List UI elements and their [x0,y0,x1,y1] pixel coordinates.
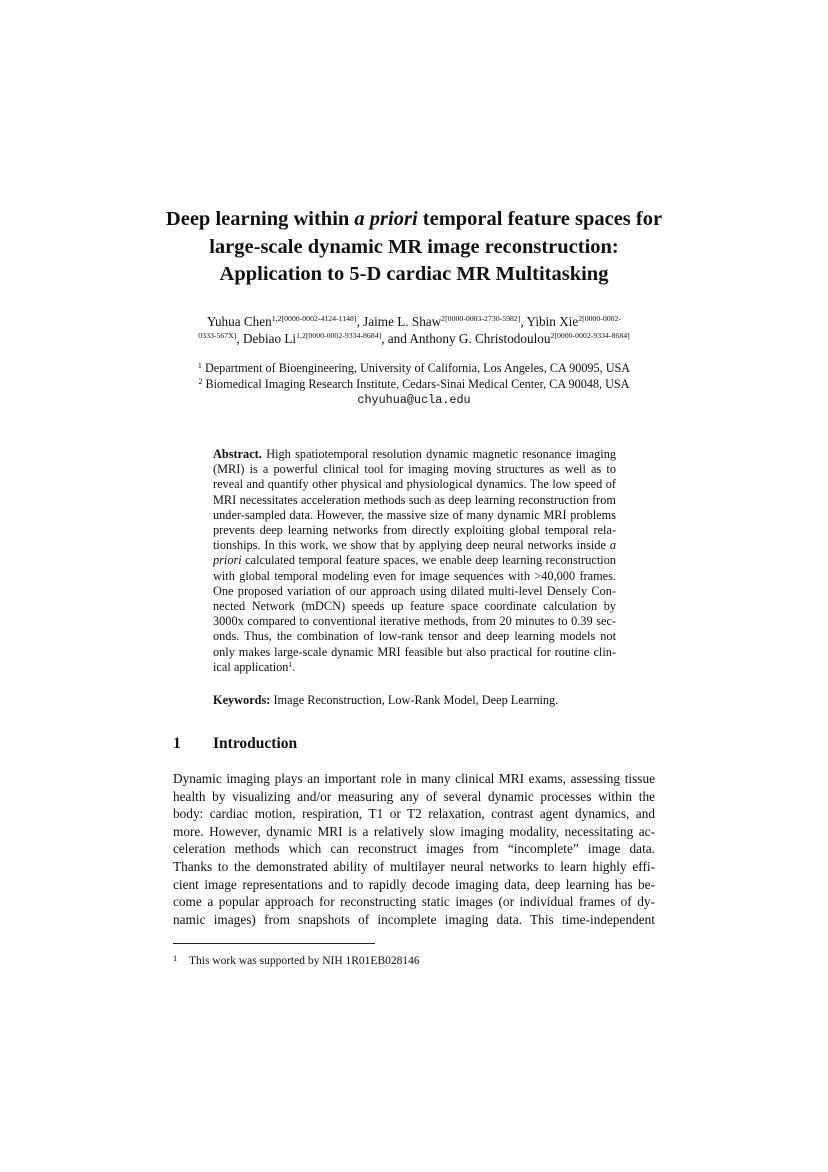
abstract-line: MRI necessitates acceleration methods such as deep learning reconstruction from [213,492,616,507]
author-orcid: 2[0000-0002- [578,314,622,323]
footnote-mark: 1 [173,953,178,963]
abstract-line: only makes large-scale dynamic MRI feasible but also practical for routine clin- [213,644,616,659]
abstract-line: under-sampled data. However, the massive size of many dynamic MRI problems [213,507,616,522]
abstract-line: reveal and quantify other physical and physiological dynamics. The low speed of [213,477,616,492]
introduction-paragraph [173,770,655,928]
intro-line: health by visualizing and/or measuring any of several dynamic processes within the [173,788,655,804]
intro-line: come a popular approach for reconstructing static images (or individual frames of dy- [173,894,655,910]
section-number: 1 [173,735,181,752]
abstract [213,447,616,675]
intro-line: more. However, dynamic MRI is a relatively slow imaging modality, necessitating ac- [173,823,655,839]
section-title: Introduction [213,735,298,752]
intro-line: body: cardiac motion, respiration, T1 or T2 relaxation, contrast agent dynamics, and [173,806,655,822]
keywords [213,693,616,708]
abstract-line: priori calculated temporal feature spaces, we enable deep learning reconstruction [213,553,616,568]
author-line-1: Yuhua Chen$^{1,2[0000-0002-4124-1148]}$, Jaime L. Shaw$^{2[0000-0003-2730-5982]}$, Yibin Xie$^{2[0000-0002-}$ [206,314,622,329]
intro-line: cient image representations and to rapidly decode imaging data, deep learning has be- [173,876,655,892]
author-orcid: 2[0000-0003-2730-5982] [441,314,521,323]
paper-title [150,206,678,289]
abstract-line: (MRI) is a powerful clinical tool for imaging moving structures as well as to [213,462,616,477]
affiliation-2: $^2$ Biomedical Imaging Research Institute, Cedars-Sinai Medical Center, CA 90048, USA [198,377,630,391]
abstract-line: onds. Thus, the combination of low-rank tensor and deep learning models not [213,629,616,644]
footnote-text: This work was supported by NIH 1R01EB028146 [189,955,420,967]
keywords-text: Image Reconstruction, Low-Rank Model, Deep Learning. [270,693,559,707]
affiliation-1: $^1$ Department of Bioengineering, University of California, Los Angeles, CA 90095, USA [197,361,631,375]
author-email[interactable]: chyuhua@ucla.edu [357,393,471,407]
author-list [170,313,658,347]
keywords-label: Keywords: [213,693,271,707]
abstract-line: with global temporal modeling even for image sequences with >40,000 frames. [213,568,616,583]
abstract-line: 3000x compared to conventional iterative methods, from 20 minutes to 0.39 sec- [213,614,616,629]
abstract-line: ical application$^1$. [213,659,296,674]
author-orcid: 2[0000-0002-9334-8684] [550,331,630,340]
author-orcid: 0333-567X] [198,331,237,340]
author-line-2: $^{0333-567X]}$, Debiao $Li^{1,2[0000-0002-9334-8684]}$, and Anthony G. Christodoulou$^{2[0000-0002-9334-8684]}$ [198,331,630,346]
abstract-line: Abstract. High spatiotemporal resolution dynamic magnetic resonance imaging [213,447,616,461]
author-orcid: 1,2[0000-0002-4124-1148] [271,314,357,323]
title-line-1: Deep learning within a priori temporal feature spaces for [165,208,663,230]
abstract-line: prevents deep learning networks from directly exploiting global temporal rela- [213,523,616,538]
intro-line: Thanks to the demonstrated ability of multilayer neural networks to learn highly effi- [173,858,655,874]
footnote [173,951,420,969]
abstract-line: nected Network (mDCN) speeds up feature space coordinate calculation by [213,599,616,614]
title-line-3: Application to 5-D cardiac MR Multitasking [219,263,609,285]
affiliations [150,360,678,408]
footnote-divider [173,943,375,944]
author-name: Debiao Li [242,331,297,346]
title-line-2: large-scale dynamic MR image reconstruction: [209,235,619,258]
author-name: Yibin Xie [526,314,579,329]
footnote-ref[interactable]: 1 [288,659,293,669]
abstract-line: One proposed variation of our approach using dilated multi-level Densely Con- [213,583,616,598]
author-orcid: 1,2[0000-0002-9334-8684] [296,331,382,340]
title-italic-a-priori: a priori [354,208,418,230]
intro-line: namic images) from snapshots of incomplete imaging data. This time-independent [173,911,655,927]
author-name: Yuhua Chen [206,314,272,329]
intro-line: Dynamic imaging plays an important role in many clinical MRI exams, assessing tissue [173,771,655,786]
author-name: Jaime L. Shaw [363,314,442,329]
abstract-label: Abstract. [213,447,262,461]
intro-line: celeration methods which can reconstruct images from “incomplete” image data. [173,841,655,857]
author-name: Anthony G. Christodoulou [409,331,551,346]
abstract-line: tionships. In this work, we show that by applying deep neural networks inside a [213,538,616,553]
section-heading-introduction [173,734,297,754]
